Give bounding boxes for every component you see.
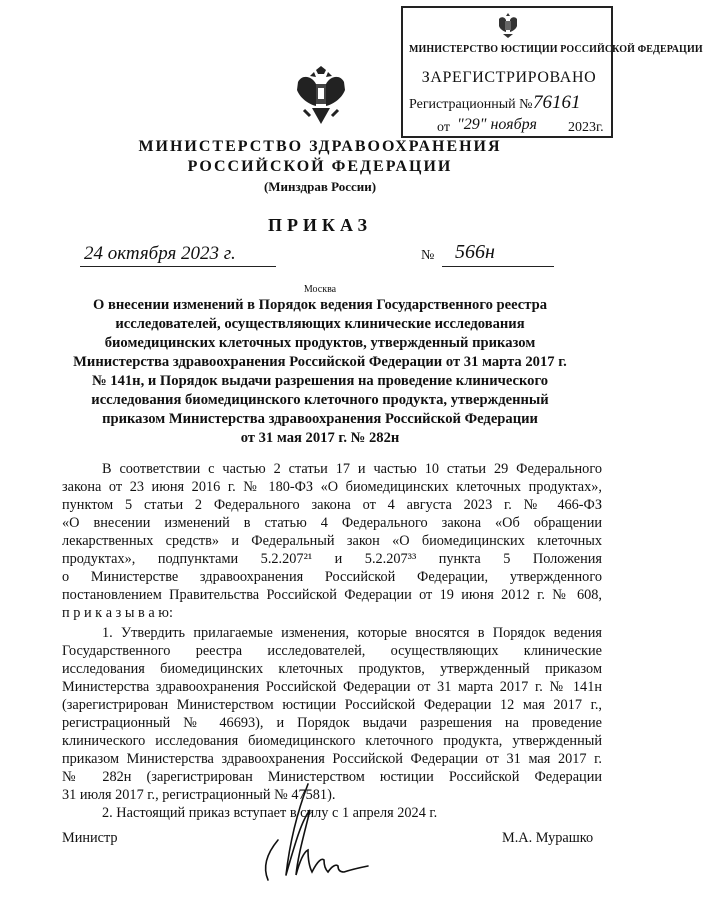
stamp-regnum-label: Регистрационный № — [409, 97, 533, 112]
handwritten-signature-icon — [238, 780, 408, 892]
signer-title: Министр — [62, 830, 118, 846]
heading-line: исследователей, осуществляющих клинические исследования — [115, 316, 525, 332]
item1-line: клинического исследования биомедицинского клеточного продукта, утвержденный — [62, 733, 602, 749]
preamble-line: В соответствии с частью 2 статьи 17 и частью 10 статьи 29 Федерального — [102, 461, 602, 477]
item1-line: 31 июля 2017 г., регистрационный № 47581). — [62, 787, 336, 803]
heading-line: от 31 мая 2017 г. № 282н — [240, 430, 400, 446]
signer-name: М.А. Мурашко — [502, 830, 594, 846]
stamp-date-label: от — [437, 120, 450, 135]
preamble-line: лекарственных средств» и Федеральный закон «О биомедицинских клеточных — [62, 533, 602, 549]
item1-line: Министерства здравоохранения Российской Федерации от 31 марта 2017 г. № 141н — [62, 679, 602, 695]
ministry-name-line2: РОССИЙСКОЙ ФЕДЕРАЦИИ — [187, 158, 453, 175]
preamble-line: пунктом 5 статьи 2 Федерального закона от 4 августа 2023 г. № 466-ФЗ — [62, 497, 602, 513]
registration-stamp — [401, 6, 703, 138]
preamble-line: продуктах», подпунктами 5.2.207²¹ и 5.2.207³³ пункта 5 Положения — [62, 551, 602, 567]
heading-line: исследования биомедицинского клеточного продукта, утвержденный — [91, 392, 549, 408]
stamp-ministry: МИНИСТЕРСТВО ЮСТИЦИИ РОССИЙСКОЙ ФЕДЕРАЦИИ — [409, 44, 703, 55]
ministry-short-name: (Минздрав России) — [263, 179, 377, 194]
stamp-date-value: "29" ноября — [457, 116, 537, 133]
item1-line: (зарегистрирован Министерством юстиции Российской Федерации 12 мая 2017 г., — [62, 697, 602, 713]
preamble-line: постановлением Правительства Российской Федерации от 19 июня 2012 г. № 608, — [62, 587, 602, 603]
double-headed-eagle-emblem-icon — [292, 66, 350, 128]
item1-line: исследования биомедицинских клеточных продуктов, утвержденный приказом — [62, 661, 602, 677]
stamp-year: 2023г. — [568, 120, 604, 135]
item1-line: регистрационный № 46693), и Порядок выдачи разрешения на проведение — [62, 715, 602, 731]
item2-line: 2. Настоящий приказ вступает в силу с 1 апреля 2024 г. — [102, 805, 438, 821]
decree-word: п р и к а з ы в а ю: — [62, 605, 173, 621]
order-title: ПРИКАЗ — [267, 215, 373, 235]
order-place: Москва — [303, 284, 337, 295]
preamble-line: о Министерстве здравоохранения Российской Федерации, утвержденного — [62, 569, 602, 585]
ministry-name-line1: МИНИСТЕРСТВО ЗДРАВООХРАНЕНИЯ — [138, 138, 502, 155]
date-underline — [80, 266, 276, 267]
preamble-line: «О внесении изменений в статью 4 Федерального закона «Об обращении — [62, 515, 602, 531]
item1-line: приказом Министерства здравоохранения Российской Федерации от 31 мая 2017 г. — [62, 751, 602, 767]
item1-line: Государственного реестра исследователей, осуществляющих клинические — [62, 643, 602, 659]
order-number: 566н — [455, 241, 495, 263]
heading-line: Министерства здравоохранения Российской Федерации от 31 марта 2017 г. — [73, 354, 567, 370]
heading-line: О внесении изменений в Порядок ведения Государственного реестра — [92, 297, 548, 313]
preamble-line: закона от 23 июня 2016 г. № 180-ФЗ «О биомедицинских клеточных продуктах», — [62, 479, 602, 495]
number-underline — [442, 266, 554, 267]
stamp-emblem-icon — [493, 10, 523, 40]
stamp-registered: ЗАРЕГИСТРИРОВАНО — [421, 69, 597, 86]
heading-line: биомедицинских клеточных продуктов, утвержденный приказом — [104, 335, 536, 351]
heading-line: № 141н, и Порядок выдачи разрешения на проведение клинического — [91, 373, 549, 389]
order-date: 24 октября 2023 г. — [84, 243, 236, 264]
item1-line: № 282н (зарегистрирован Министерством юстиции Российской Федерации — [62, 769, 602, 785]
item1-line: 1. Утвердить прилагаемые изменения, которые вносятся в Порядок ведения — [102, 625, 602, 641]
order-number-label: № — [421, 248, 435, 263]
heading-line: приказом Министерства здравоохранения Российской Федерации — [102, 411, 538, 427]
stamp-regnum-value: 76161 — [533, 92, 581, 113]
